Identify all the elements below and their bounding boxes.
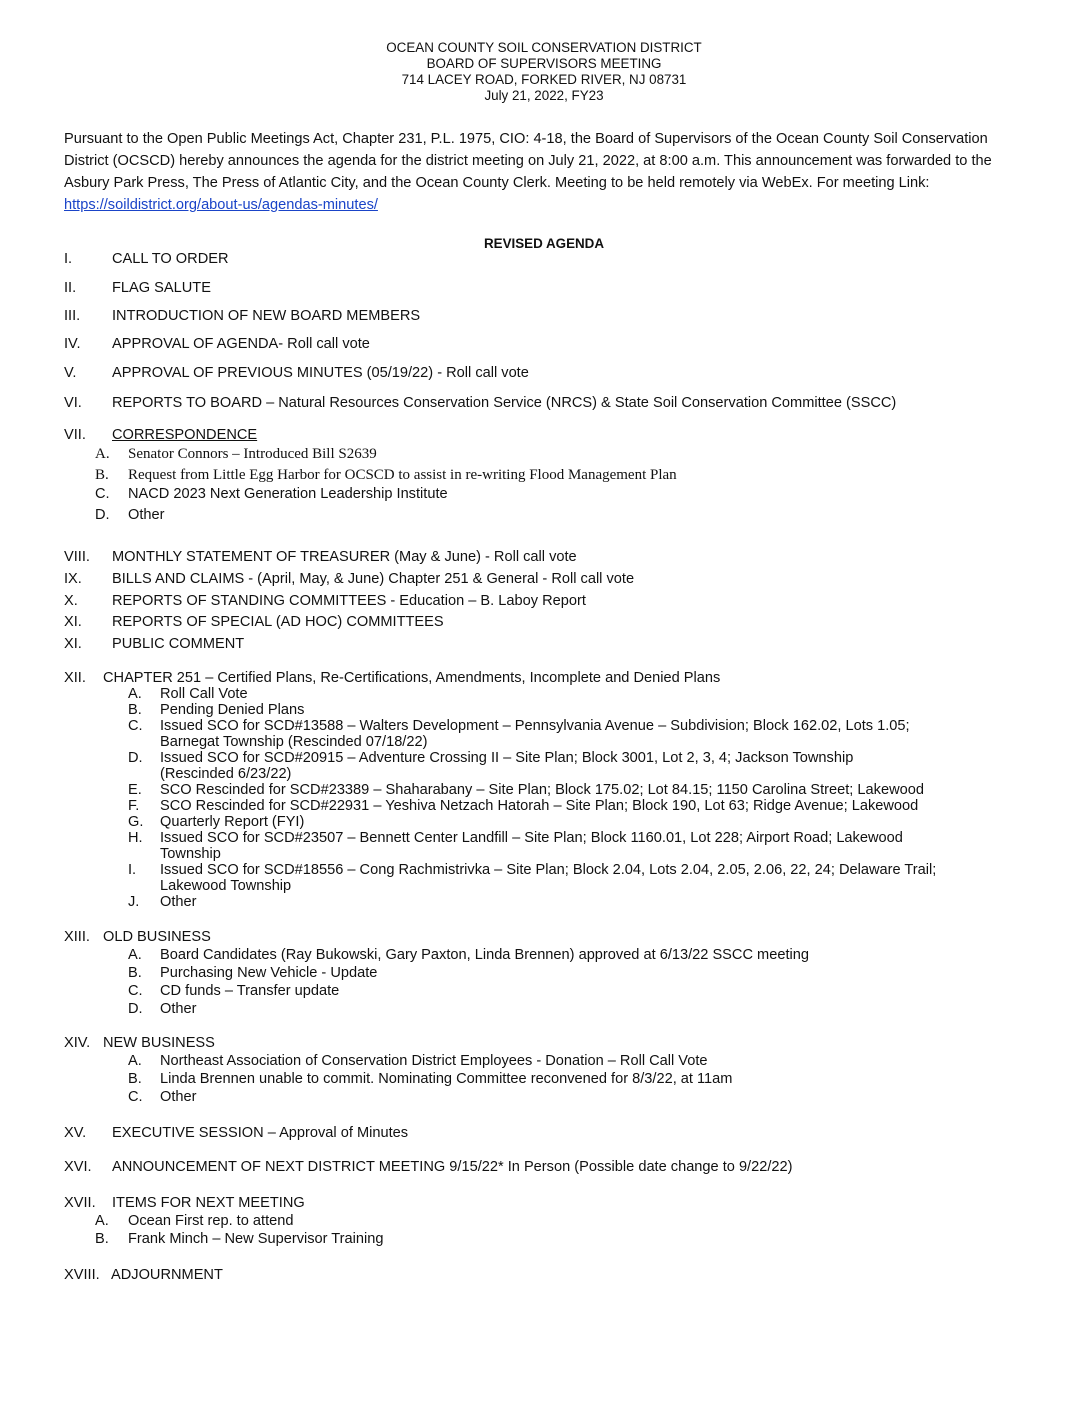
sub-text: Barnegat Township (Rescinded 07/18/22) — [160, 734, 428, 750]
item-text: CORRESPONDENCE — [112, 427, 258, 443]
item-text: MONTHLY STATEMENT OF TREASURER (May & June) - Roll call vote — [112, 549, 577, 565]
item-number: XVII. — [64, 1195, 96, 1211]
sub-letter: F. — [128, 798, 140, 814]
sub-letter: C. — [128, 983, 143, 999]
sub-text: SCO Rescinded for SCD#22931 – Yeshiva Netzach Hatorah – Site Plan; Block 190, Lot 63; Ridge Avenue; Lakewood — [160, 798, 919, 814]
sub-text: Request from Little Egg Harbor for OCSCD to assist in re-writing Flood Management Plan — [128, 467, 677, 483]
item-number: XI. — [64, 614, 82, 630]
sub-letter: A. — [128, 1053, 142, 1069]
item-text: NEW BUSINESS — [103, 1035, 215, 1051]
header-address: 714 LACEY ROAD, FORKED RIVER, NJ 08731 — [401, 72, 687, 87]
sub-text: Roll Call Vote — [160, 686, 248, 702]
sub-letter: B. — [95, 1231, 109, 1247]
item-number: XVIII. — [64, 1267, 100, 1283]
item-text: CALL TO ORDER — [112, 251, 229, 267]
item-text: CHAPTER 251 – Certified Plans, Re-Certifications, Amendments, Incomplete and Denied Plans — [103, 670, 721, 686]
item-text: APPROVAL OF AGENDA- Roll call vote — [112, 336, 370, 352]
sub-text: Other — [160, 1089, 197, 1105]
item-text: REPORTS OF STANDING COMMITTEES - Education – B. Laboy Report — [112, 593, 586, 609]
header-date: July 21, 2022, FY23 — [484, 88, 604, 103]
sub-letter: B. — [95, 467, 109, 483]
item-text: ITEMS FOR NEXT MEETING — [112, 1195, 305, 1211]
sub-letter: G. — [128, 814, 144, 830]
item-number: V. — [64, 365, 77, 381]
sub-text: Purchasing New Vehicle - Update — [160, 965, 378, 981]
sub-letter: B. — [128, 1071, 142, 1087]
item-text: EXECUTIVE SESSION – Approval of Minutes — [112, 1125, 409, 1141]
sub-text: (Rescinded 6/23/22) — [160, 766, 292, 782]
item-number: X. — [64, 593, 78, 609]
sub-text: Ocean First rep. to attend — [128, 1213, 294, 1229]
item-text: REPORTS TO BOARD – Natural Resources Conservation Service (NRCS) & State Soil Conservation Committee (SSCC) — [112, 395, 897, 411]
sub-text: Other — [160, 1001, 197, 1017]
sub-letter: C. — [128, 718, 143, 734]
item-number: VI. — [64, 395, 82, 411]
header-district-name: OCEAN COUNTY SOIL CONSERVATION DISTRICT — [386, 40, 702, 55]
sub-text: Issued SCO for SCD#20915 – Adventure Crossing II – Site Plan; Block 3001, Lot 2, 3, 4; Jackson Township — [160, 750, 854, 766]
sub-letter: J. — [128, 894, 140, 910]
item-text: INTRODUCTION OF NEW BOARD MEMBERS — [112, 308, 421, 324]
item-number: VII. — [64, 427, 86, 443]
sub-letter: B. — [128, 702, 142, 718]
item-text: ANNOUNCEMENT OF NEXT DISTRICT MEETING 9/15/22* In Person (Possible date change to 9/22/22) — [112, 1159, 793, 1175]
item-number: XIV. — [64, 1035, 91, 1051]
sub-text: Other — [128, 507, 165, 523]
sub-letter: B. — [128, 965, 142, 981]
sub-letter: A. — [95, 446, 110, 462]
item-number: XII. — [64, 670, 86, 686]
item-text: REPORTS OF SPECIAL (AD HOC) COMMITTEES — [112, 614, 444, 630]
sub-letter: D. — [95, 507, 110, 523]
sub-letter: D. — [128, 750, 143, 766]
item-number: II. — [64, 280, 77, 296]
sub-text: Issued SCO for SCD#13588 – Walters Development – Pennsylvania Avenue – Subdivision; Block 162.02, Lots 1.05; — [160, 718, 910, 734]
sub-letter: E. — [128, 782, 142, 798]
sub-letter: C. — [128, 1089, 143, 1105]
sub-text: Issued SCO for SCD#23507 – Bennett Center Landfill – Site Plan; Block 1160.01, Lot 228; Airport Road; Lakewood — [160, 830, 903, 846]
sub-text: Township — [160, 846, 221, 862]
sub-text: Senator Connors – Introduced Bill S2639 — [128, 446, 377, 462]
item-number: XIII. — [64, 929, 90, 945]
sub-letter: I. — [128, 862, 137, 878]
sub-text: Frank Minch – New Supervisor Training — [128, 1231, 384, 1247]
item-number: III. — [64, 308, 81, 324]
item-text: PUBLIC COMMENT — [112, 636, 245, 652]
sub-text: NACD 2023 Next Generation Leadership Institute — [128, 486, 448, 502]
sub-text: CD funds – Transfer update — [160, 983, 340, 999]
sub-text: Northeast Association of Conservation District Employees - Donation – Roll Call Vote — [160, 1053, 708, 1069]
item-number: XVI. — [64, 1159, 92, 1175]
sub-letter: C. — [95, 486, 110, 502]
item-number: XI. — [64, 636, 82, 652]
sub-letter: D. — [128, 1001, 143, 1017]
item-text: BILLS AND CLAIMS - (April, May, & June) Chapter 251 & General - Roll call vote — [112, 571, 635, 587]
item-number: XV. — [64, 1125, 87, 1141]
item-text: OLD BUSINESS — [103, 929, 211, 945]
intro-text: Pursuant to the Open Public Meetings Act, Chapter 231, P.L. 1975, CIO: 4-18, the Board of Supervisors of the Ocean County Soil Conservation District (OCSCD) hereby announces the agenda for the district meeting on July 21, 2022, at 8:00 a.m. This announcement was forwarded to the Asbury Park Press, The Press of Atlantic City, and the Ocean County Clerk. Meeting to be held remotely via WebEx. For meeting Link: — [64, 131, 992, 191]
item-text: ADJOURNMENT — [111, 1267, 223, 1283]
sub-text: Pending Denied Plans — [160, 702, 305, 718]
item-number: IX. — [64, 571, 82, 587]
agenda-minutes-link[interactable]: https://soildistrict.org/about-us/agendas-minutes/ — [64, 197, 378, 213]
item-number: I. — [64, 251, 73, 267]
sub-text: Issued SCO for SCD#18556 – Cong Rachmistrivka – Site Plan; Block 2.04, Lots 2.04, 2.05, 2.06, 22, 24; Delaware Trail; — [160, 862, 937, 878]
sub-text: Lakewood Township — [160, 878, 292, 894]
item-number: VIII. — [64, 549, 90, 565]
sub-letter: H. — [128, 830, 143, 846]
sub-text: SCO Rescinded for SCD#23389 – Shaharabany – Site Plan; Block 175.02; Lot 84.15; 1150 Carolina Street; Lakewood — [160, 782, 924, 798]
sub-text: Linda Brennen unable to commit. Nominating Committee reconvened for 8/3/22, at 11am — [160, 1071, 733, 1087]
sub-letter: A. — [128, 686, 142, 702]
header-meeting-title: BOARD OF SUPERVISORS MEETING — [426, 56, 662, 71]
sub-text: Board Candidates (Ray Bukowski, Gary Paxton, Linda Brennen) approved at 6/13/22 SSCC meeting — [160, 947, 809, 963]
revised-agenda-title: REVISED AGENDA — [483, 236, 605, 251]
item-text: FLAG SALUTE — [112, 280, 211, 296]
sub-text: Quarterly Report (FYI) — [160, 814, 305, 830]
sub-letter: A. — [128, 947, 142, 963]
item-number: IV. — [64, 336, 81, 352]
item-text: APPROVAL OF PREVIOUS MINUTES (05/19/22) - Roll call vote — [112, 365, 529, 381]
intro-paragraph — [64, 128, 1024, 216]
sub-text: Other — [160, 894, 197, 910]
sub-letter: A. — [95, 1213, 109, 1229]
